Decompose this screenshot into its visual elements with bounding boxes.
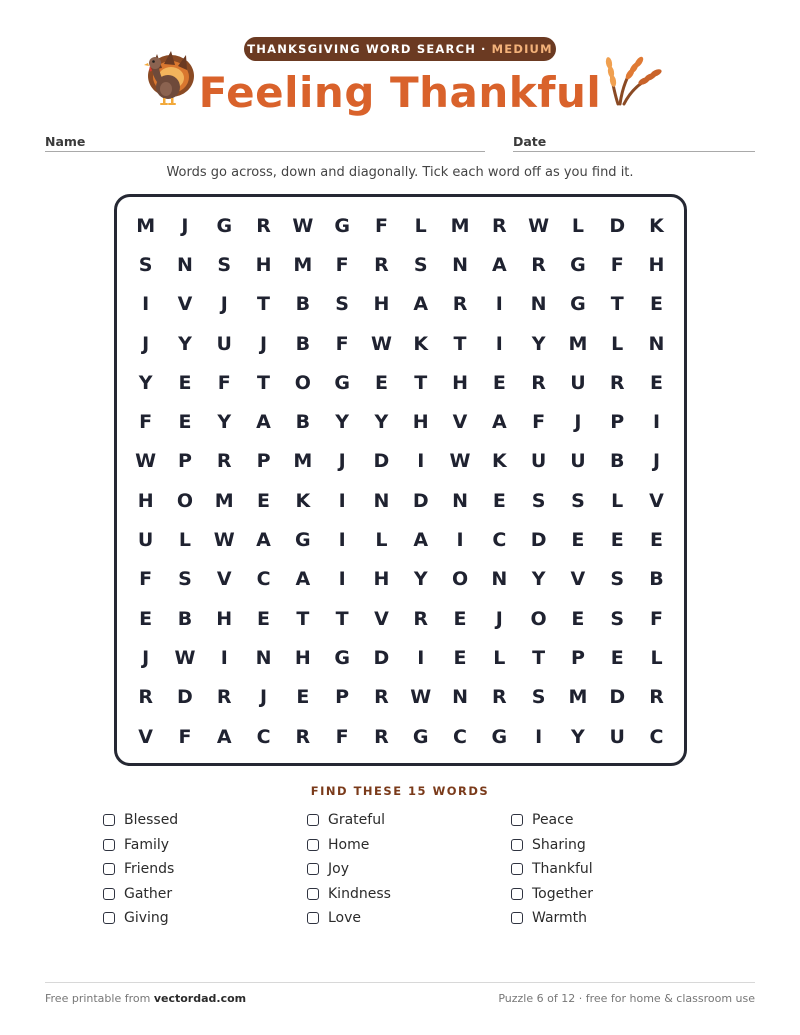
grid-letter[interactable]: I	[417, 450, 425, 473]
word-list-title: FIND THESE 15 WORDS	[310, 784, 490, 798]
grid-letter[interactable]: T	[296, 607, 310, 630]
badge-main: THANKSGIVING WORD SEARCH	[247, 42, 477, 56]
grid-letter[interactable]: P	[335, 686, 350, 709]
grid-letter[interactable]: G	[570, 253, 586, 276]
grid-letter[interactable]: F	[335, 725, 349, 748]
grid-letter[interactable]: Y	[374, 411, 389, 434]
grid-letter[interactable]: L	[611, 332, 624, 355]
word-label: Love	[328, 910, 362, 927]
grid-letter[interactable]: N	[452, 686, 468, 709]
grid-letter[interactable]: Y	[138, 371, 153, 394]
word-column	[511, 808, 691, 931]
footer-credit	[45, 992, 246, 1005]
word-list-item[interactable]	[103, 882, 283, 907]
grid-letter[interactable]: I	[535, 725, 543, 748]
grid-letter[interactable]: H	[137, 489, 154, 512]
word-label: Kindness	[328, 885, 391, 902]
grid-letter[interactable]: G	[570, 293, 586, 316]
word-list-item[interactable]	[511, 906, 691, 931]
grid-letter[interactable]: L	[414, 214, 427, 237]
grid-letter[interactable]: E	[571, 529, 585, 552]
grid-letter[interactable]: U	[137, 529, 154, 552]
grid-letter[interactable]: I	[338, 568, 346, 591]
word-label: Joy	[328, 861, 349, 878]
grid-letter[interactable]: S	[610, 607, 625, 630]
grid-letter[interactable]: Y	[531, 332, 546, 355]
grid-letter[interactable]: E	[178, 411, 192, 434]
word-list-item[interactable]	[103, 808, 283, 833]
grid-letter[interactable]: W	[528, 214, 550, 237]
grid-letter[interactable]: S	[571, 489, 585, 512]
grid-letter[interactable]: V	[138, 725, 153, 748]
grid-letter[interactable]: S	[531, 686, 546, 709]
grid-letter[interactable]: R	[452, 293, 468, 316]
word-checkbox[interactable]	[307, 888, 319, 900]
grid-letter[interactable]: M	[293, 253, 313, 276]
grid-letter[interactable]: S	[413, 253, 428, 276]
grid-letter[interactable]: O	[451, 568, 469, 591]
word-checkbox[interactable]	[103, 912, 115, 924]
grid-letter[interactable]: T	[257, 371, 271, 394]
grid-letter[interactable]: S	[178, 568, 192, 591]
grid-letter[interactable]: H	[373, 293, 390, 316]
grid-letter[interactable]: U	[570, 450, 586, 473]
word-list-item[interactable]	[307, 808, 487, 833]
word-checkbox[interactable]	[511, 912, 523, 924]
grid-letter[interactable]: I	[456, 529, 464, 552]
grid-letter[interactable]: D	[530, 529, 547, 552]
grid-letter[interactable]: R	[374, 253, 389, 276]
word-checkbox[interactable]	[307, 839, 319, 851]
grid-letter[interactable]: T	[414, 371, 428, 394]
grid-letter[interactable]: J	[260, 686, 268, 709]
grid-letter[interactable]: H	[216, 607, 233, 630]
word-list-item[interactable]	[103, 906, 283, 931]
grid-letter[interactable]: R	[374, 725, 389, 748]
grid-letter[interactable]: M	[450, 214, 470, 237]
grid-letter[interactable]: H	[373, 568, 390, 591]
grid-letter[interactable]: V	[216, 568, 232, 591]
grid-letter[interactable]: A	[413, 529, 429, 552]
grid-letter[interactable]: W	[174, 646, 196, 669]
word-label: Home	[328, 836, 370, 853]
grid-letter[interactable]: R	[413, 607, 429, 630]
grid-letter[interactable]: N	[255, 646, 272, 669]
grid-letter[interactable]: E	[610, 529, 624, 552]
grid-letter[interactable]: A	[295, 568, 311, 591]
grid-letter[interactable]: R	[531, 253, 546, 276]
grid-letter[interactable]: V	[374, 607, 389, 630]
grid-letter[interactable]: I	[220, 646, 228, 669]
grid-letter[interactable]: J	[495, 607, 503, 630]
grid-letter[interactable]: L	[650, 646, 663, 669]
word-label: Grateful	[328, 812, 385, 829]
grid-letter[interactable]: S	[531, 489, 546, 512]
grid-letter[interactable]: F	[532, 411, 546, 434]
word-list-item[interactable]	[511, 808, 691, 833]
grid-letter[interactable]: I	[417, 646, 425, 669]
word-list-item[interactable]	[511, 857, 691, 882]
grid-letter[interactable]: G	[216, 214, 233, 237]
grid-letter[interactable]: R	[609, 371, 625, 394]
grid-letter[interactable]: M	[136, 214, 156, 237]
grid-letter[interactable]: H	[412, 411, 429, 434]
grid-letter[interactable]: R	[492, 214, 507, 237]
grid-letter[interactable]: B	[609, 450, 625, 473]
word-label: Family	[124, 836, 170, 853]
grid-letter[interactable]: Y	[413, 568, 428, 591]
word-checkbox[interactable]	[511, 839, 523, 851]
grid-letter[interactable]: N	[452, 253, 468, 276]
grid-letter[interactable]: G	[491, 725, 508, 748]
grid-letter[interactable]: K	[491, 450, 507, 473]
word-checkbox[interactable]	[103, 814, 115, 826]
grid-letter[interactable]: W	[213, 529, 235, 552]
grid-letter[interactable]: Y	[531, 568, 546, 591]
grid-letter[interactable]: E	[453, 607, 467, 630]
grid-letter[interactable]: N	[648, 332, 665, 355]
grid-letter[interactable]: M	[214, 489, 234, 512]
grid-letter[interactable]: Y	[571, 725, 585, 748]
grid-letter[interactable]: G	[412, 725, 429, 748]
grid-letter[interactable]: L	[178, 529, 191, 552]
grid-letter[interactable]: L	[571, 214, 584, 237]
grid-letter[interactable]: T	[335, 607, 349, 630]
grid-letter[interactable]: A	[491, 411, 507, 434]
word-column	[307, 808, 487, 931]
grid-letter[interactable]: V	[570, 568, 586, 591]
grid-letter[interactable]: Y	[178, 332, 192, 355]
grid-letter[interactable]: L	[493, 646, 506, 669]
grid-letter[interactable]: C	[492, 529, 507, 552]
word-list-item[interactable]	[307, 882, 487, 907]
grid-letter[interactable]: C	[256, 568, 271, 591]
grid-letter[interactable]: L	[375, 529, 388, 552]
grid-letter[interactable]: O	[294, 371, 311, 394]
grid-letter[interactable]: U	[609, 725, 625, 748]
grid-letter[interactable]: G	[334, 371, 350, 394]
footer-puzzle-info: Puzzle 6 of 12 · free for home & classroom use	[498, 992, 755, 1005]
grid-letter[interactable]: E	[453, 646, 467, 669]
word-list-item[interactable]	[307, 906, 487, 931]
grid-letter[interactable]: P	[610, 411, 625, 434]
grid-letter[interactable]: T	[257, 293, 271, 316]
word-list-item[interactable]	[103, 833, 283, 858]
grid-letter[interactable]: C	[649, 725, 664, 748]
grid-letter[interactable]: W	[370, 332, 392, 355]
grid-letter[interactable]: U	[530, 450, 547, 473]
word-checkbox[interactable]	[307, 863, 319, 875]
grid-letter[interactable]: I	[142, 293, 150, 316]
grid-letter[interactable]: R	[531, 371, 546, 394]
word-label: Thankful	[532, 861, 593, 878]
grid-letter[interactable]: E	[178, 371, 192, 394]
grid-letter[interactable]: F	[178, 725, 192, 748]
page-title: Feeling Thankful	[198, 68, 602, 117]
grid-letter[interactable]: R	[649, 686, 664, 709]
grid-letter[interactable]: K	[649, 214, 664, 237]
word-list-item[interactable]	[103, 857, 283, 882]
grid-letter[interactable]: S	[138, 253, 153, 276]
grid-letter[interactable]: F	[139, 411, 153, 434]
instructions: Words go across, down and diagonally. Tick each word off as you find it.	[166, 165, 634, 180]
grid-letter[interactable]: D	[373, 646, 390, 669]
grid-letter[interactable]: E	[650, 529, 663, 552]
grid-letter[interactable]: D	[373, 450, 390, 473]
grid-letter[interactable]: E	[257, 607, 271, 630]
grid-letter[interactable]: D	[609, 686, 626, 709]
grid-letter[interactable]: A	[413, 293, 429, 316]
word-list-item[interactable]	[307, 833, 487, 858]
grid-letter[interactable]: G	[334, 214, 350, 237]
word-checkbox[interactable]	[307, 912, 319, 924]
grid-letter[interactable]: B	[295, 411, 311, 434]
grid-letter[interactable]: K	[295, 489, 311, 512]
grid-letter[interactable]: R	[374, 686, 389, 709]
grid-letter[interactable]: U	[570, 371, 586, 394]
grid-letter[interactable]: W	[292, 214, 314, 237]
grid-letter[interactable]: P	[256, 450, 271, 473]
word-list-item[interactable]	[511, 833, 691, 858]
grid-letter[interactable]: R	[216, 450, 232, 473]
word-checkbox[interactable]	[511, 888, 523, 900]
grid-letter[interactable]: A	[216, 725, 232, 748]
grid-letter[interactable]: K	[413, 332, 429, 355]
word-checkbox[interactable]	[103, 839, 115, 851]
grid-letter[interactable]: E	[650, 293, 663, 316]
word-label: Friends	[124, 861, 175, 878]
grid-letter[interactable]: R	[216, 686, 232, 709]
grid-letter[interactable]: J	[142, 332, 150, 355]
grid-letter[interactable]: N	[530, 293, 547, 316]
footer-divider	[45, 982, 755, 983]
word-checkbox[interactable]	[307, 814, 319, 826]
word-checkbox[interactable]	[103, 888, 115, 900]
grid-letter[interactable]: C	[256, 725, 271, 748]
grid-letter[interactable]: S	[335, 293, 349, 316]
grid-letter[interactable]: E	[374, 371, 388, 394]
grid-letter[interactable]: R	[138, 686, 153, 709]
grid-letter[interactable]: R	[256, 214, 271, 237]
grid-letter[interactable]: A	[256, 529, 271, 552]
grid-letter[interactable]: I	[495, 332, 503, 355]
grid-letter[interactable]: V	[177, 293, 193, 316]
grid-letter[interactable]: F	[139, 568, 153, 591]
grid-letter[interactable]: D	[412, 489, 429, 512]
grid-letter[interactable]: N	[491, 568, 508, 591]
grid-letter[interactable]: F	[335, 253, 349, 276]
grid-letter[interactable]: E	[296, 686, 310, 709]
word-checkbox[interactable]	[511, 814, 523, 826]
grid-letter[interactable]: G	[334, 646, 350, 669]
grid-letter[interactable]: H	[294, 646, 311, 669]
grid-letter[interactable]: J	[142, 646, 150, 669]
grid-letter[interactable]: B	[295, 293, 311, 316]
grid-letter[interactable]: Y	[217, 411, 232, 434]
grid-letter[interactable]: W	[135, 450, 157, 473]
grid-letter[interactable]: F	[650, 607, 663, 630]
grid-letter[interactable]: V	[452, 411, 468, 434]
word-label: Giving	[124, 910, 169, 927]
grid-letter[interactable]: J	[260, 332, 268, 355]
grid-letter[interactable]: I	[495, 293, 503, 316]
grid-letter[interactable]: W	[410, 686, 432, 709]
grid-letter[interactable]: J	[338, 450, 346, 473]
grid-letter[interactable]: O	[176, 489, 194, 512]
grid-letter[interactable]: V	[649, 489, 664, 512]
word-checkbox[interactable]	[103, 863, 115, 875]
grid-letter[interactable]: A	[491, 253, 507, 276]
grid-letter[interactable]: D	[609, 214, 626, 237]
grid-letter[interactable]: N	[452, 489, 468, 512]
grid-letter[interactable]: T	[532, 646, 546, 669]
grid-letter[interactable]: N	[373, 489, 390, 512]
grid-letter[interactable]: M	[568, 332, 588, 355]
grid-letter[interactable]: J	[181, 214, 189, 237]
grid-letter[interactable]: B	[295, 332, 311, 355]
grid-letter[interactable]: R	[492, 686, 507, 709]
grid-letter[interactable]: N	[176, 253, 193, 276]
grid-letter[interactable]: F	[335, 332, 349, 355]
difficulty-badge	[244, 37, 556, 61]
grid-letter[interactable]: E	[650, 371, 663, 394]
word-list-item[interactable]	[511, 882, 691, 907]
grid-letter[interactable]: F	[610, 253, 624, 276]
grid-letter[interactable]: J	[220, 293, 228, 316]
grid-letter[interactable]: M	[293, 450, 313, 473]
grid-letter[interactable]: D	[177, 686, 193, 709]
grid-letter[interactable]: T	[453, 332, 467, 355]
grid-letter[interactable]: Y	[335, 411, 350, 434]
grid-letter[interactable]: I	[338, 489, 346, 512]
name-field[interactable]	[45, 151, 485, 152]
word-checkbox[interactable]	[511, 863, 523, 875]
grid-letter[interactable]: E	[492, 489, 506, 512]
grid-letter[interactable]: I	[652, 411, 661, 434]
word-label: Sharing	[532, 836, 586, 853]
word-list-item[interactable]	[307, 857, 487, 882]
word-label: Peace	[532, 812, 574, 829]
footer-prefix: Free printable from	[45, 992, 154, 1005]
grid-letter[interactable]: W	[449, 450, 471, 473]
grid-letter[interactable]: G	[295, 529, 311, 552]
grid-letter[interactable]: P	[177, 450, 192, 473]
word-label: Blessed	[124, 812, 179, 829]
word-label: Gather	[124, 885, 173, 902]
date-field[interactable]	[513, 151, 755, 152]
grid-letter[interactable]: E	[257, 489, 271, 512]
grid-letter[interactable]: B	[649, 568, 664, 591]
grid-letter[interactable]: L	[611, 489, 624, 512]
grid-letter[interactable]: F	[374, 214, 388, 237]
grid-letter[interactable]: P	[570, 646, 585, 669]
grid-letter[interactable]: F	[217, 371, 231, 394]
grid-letter[interactable]: H	[255, 253, 272, 276]
word-label: Together	[532, 885, 593, 902]
grid-letter[interactable]: S	[217, 253, 232, 276]
name-label: Name	[45, 134, 86, 149]
grid-letter[interactable]: O	[530, 607, 547, 630]
grid-letter[interactable]: U	[216, 332, 232, 355]
grid-letter[interactable]: B	[177, 607, 193, 630]
grid-letter[interactable]: E	[139, 607, 153, 630]
grid-letter[interactable]: J	[574, 411, 582, 434]
grid-letter[interactable]: H	[648, 253, 665, 276]
word-label: Warmth	[532, 910, 588, 927]
grid-letter[interactable]: E	[571, 607, 585, 630]
badge-level: MEDIUM	[491, 42, 553, 56]
grid-letter[interactable]: S	[610, 568, 625, 591]
grid-letter[interactable]: E	[610, 646, 624, 669]
grid-letter[interactable]: T	[610, 293, 624, 316]
footer-brand-link[interactable]: vectordad.com	[153, 992, 247, 1005]
badge-separator: ·	[481, 42, 487, 56]
date-label: Date	[513, 134, 547, 149]
grid-letter[interactable]: R	[295, 725, 311, 748]
letter-grid	[126, 206, 676, 756]
grid-letter[interactable]: I	[338, 529, 346, 552]
grid-letter[interactable]: M	[568, 686, 588, 709]
word-column	[103, 808, 283, 931]
grid-letter[interactable]: A	[256, 411, 271, 434]
grid-letter[interactable]: J	[652, 450, 661, 473]
grid-letter[interactable]: C	[453, 725, 467, 748]
grid-letter[interactable]: H	[452, 371, 468, 394]
grid-letter[interactable]: E	[492, 371, 506, 394]
